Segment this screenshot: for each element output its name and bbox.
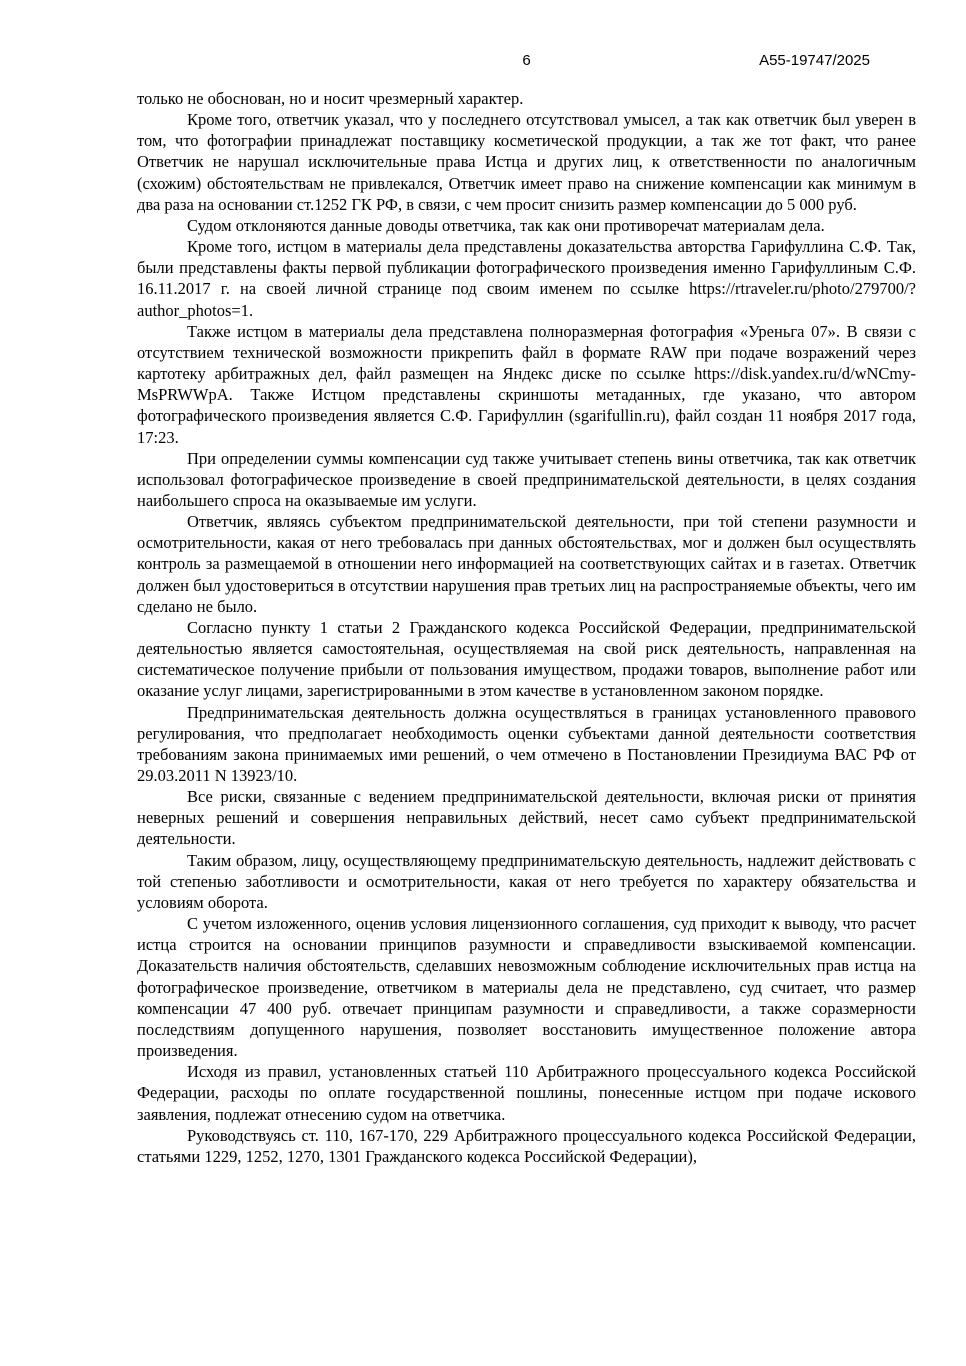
paragraph: Исходя из правил, установленных статьей 110 Арбитражного процессуального кодекса Российской Федерации, расходы по оплате государственной пошлины, понесенные истцом при подаче искового заявления, подлежат отнесению судом на ответчика. [137, 1062, 916, 1124]
page-number: 6 [522, 52, 531, 69]
paragraph: С учетом изложенного, оценив условия лицензионного соглашения, суд приходит к выводу, что расчет истца строится на основании принципов разумности и справедливости взыскиваемой компенсации. Доказательств наличия обстоятельств, сделавших невозможным соблюдение исключительных прав истца на фотографическое произведение, ответчиком в материалы дела не представлено, суд считает, что размер компенсации 47 400 руб. отвечает принципам разумности и справедливости, а также соразмерности последствиям допущенного нарушения, позволяет восстановить имущественное положение автора произведения. [137, 914, 916, 1061]
paragraph: Все риски, связанные с ведением предпринимательской деятельности, включая риски от принятия неверных решений и совершения неправильных действий, несет само субъект предпринимательской деятельности. [137, 787, 916, 849]
paragraph: Таким образом, лицу, осуществляющему предпринимательскую деятельность, надлежит действовать с той степенью заботливости и осмотрительности, какая от него требуется по характеру обязательства и условиям оборота. [137, 850, 916, 912]
document-body [137, 88, 916, 1167]
paragraph: Также истцом в материалы дела представлена полноразмерная фотография «Уреньга 07». В связи с отсутствием технической возможности прикрепить файл в формате RAW при подаче возражений через картотеку арбитражных дел, файл размещен на Яндекс диске по ссылке https://disk.yandex.ru/d/wNCmy-MsPRWWpA. Также Истцом представлены скриншоты метаданных, где указано, что автором фотографического произведения является С.Ф. Гарифуллин (sgarifullin.ru), файл создан 11 ноября 2017 года, 17:23. [137, 321, 916, 447]
page-header [137, 52, 916, 72]
paragraph: Ответчик, являясь субъектом предпринимательской деятельности, при той степени разумности и осмотрительности, какая от него требовалась при данных обстоятельствах, мог и должен был осуществлять контроль за размещаемой в отношении него информацией на соответствующих сайтах и в газетах. Ответчик должен был удостовериться в отсутствии нарушения прав третьих лиц на распространяемые объекты, чего им сделано не было. [137, 512, 916, 616]
paragraph: Руководствуясь ст. 110, 167-170, 229 Арбитражного процессуального кодекса Российской Федерации, статьями 1229, 1252, 1270, 1301 Гражданского кодекса Российской Федерации), [137, 1125, 916, 1166]
paragraph: Согласно пункту 1 статьи 2 Гражданского кодекса Российской Федерации, предпринимательской деятельностью является самостоятельная, осуществляемая на свой риск деятельность, направленная на систематическое получение прибыли от пользования имуществом, продажи товаров, выполнение работ или оказание услуг лицами, зарегистрированными в этом качестве в установленном законом порядке. [137, 617, 916, 701]
case-number: А55-19747/2025 [759, 52, 870, 69]
paragraph: Кроме того, истцом в материалы дела представлены доказательства авторства Гарифуллина С.Ф. Так, были представлены факты первой публикации фотографического произведения именно Гарифуллиным С.Ф. 16.11.2017 г. на своей личной странице под своим именем по ссылке https://rtraveler.ru/photo/279700/?author_photos=1. [137, 237, 916, 320]
paragraph: только не обоснован, но и носит чрезмерный характер. [137, 89, 524, 108]
paragraph: Судом отклоняются данные доводы ответчика, так как они противоречат материалам дела. [187, 215, 825, 235]
paragraph: При определении суммы компенсации суд также учитывает степень вины ответчика, так как ответчик использовал фотографическое произведение в своей предпринимательской деятельности, в целях создания наибольшего спроса на оказываемые им услуги. [137, 448, 916, 510]
paragraph: Кроме того, ответчик указал, что у последнего отсутствовал умысел, а так как ответчик был уверен в том, что фотографии принадлежат поставщику косметической продукции, а так же тот факт, что ранее Ответчик не нарушал исключительные права Истца и других лиц, к ответственности по аналогичным (схожим) обстоятельствам не привлекался, Ответчик имеет право на снижение компенсации как минимум в два раза на основании ст.1252 ГК РФ, в связи, с чем просит снизить размер компенсации до 5 000 руб. [137, 110, 916, 214]
paragraph: Предпринимательская деятельность должна осуществляться в границах установленного правового регулирования, что предполагает необходимость оценки субъектами данной деятельности соответствия требованиям закона принимаемых ими решений, о чем отмечено в Постановлении Президиума ВАС РФ от 29.03.2011 N 13923/10. [137, 702, 916, 785]
